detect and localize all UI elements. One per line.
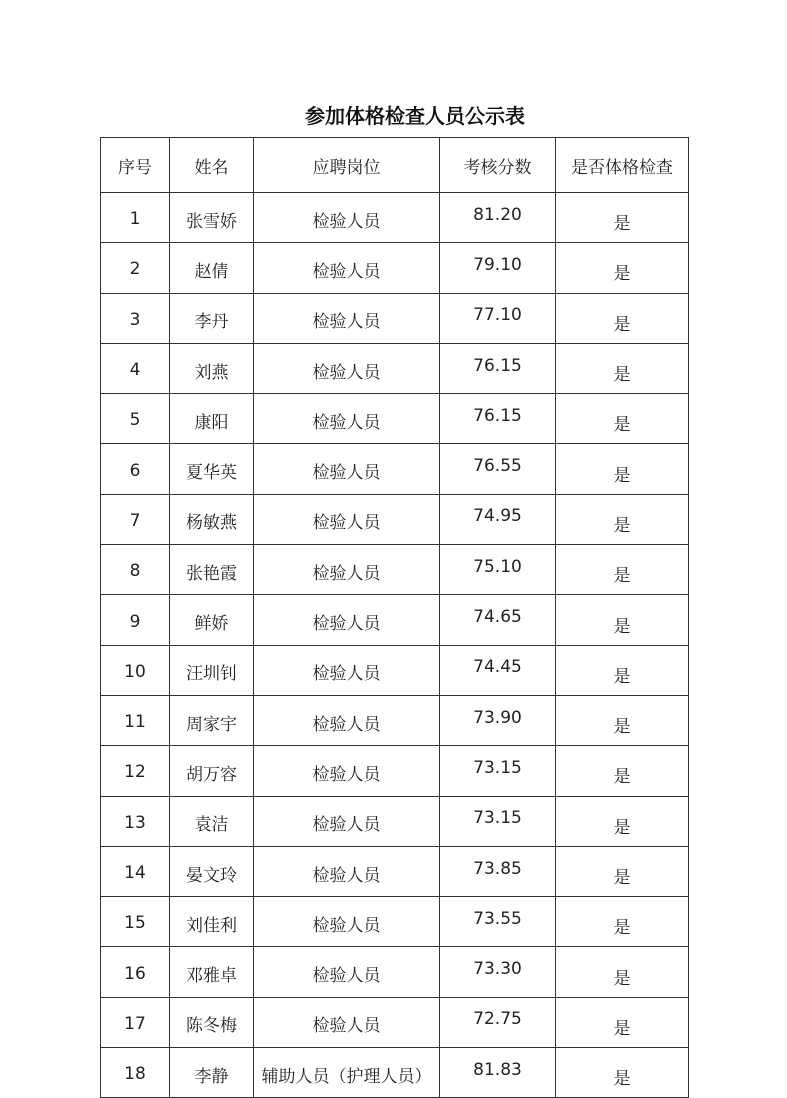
cell-index: 5: [101, 394, 170, 444]
table-row: [101, 947, 689, 997]
cell-position: 检验人员: [254, 796, 440, 846]
cell-name: 汪圳钊: [170, 645, 254, 695]
cell-exam: 是: [556, 394, 689, 444]
cell-score: 74.65: [440, 595, 556, 645]
cell-index: 13: [101, 796, 170, 846]
cell-name: 晏文玲: [170, 846, 254, 896]
cell-index: 4: [101, 343, 170, 393]
cell-exam: 是: [556, 595, 689, 645]
cell-name: 康阳: [170, 394, 254, 444]
cell-score: 75.10: [440, 545, 556, 595]
table-row: [101, 595, 689, 645]
cell-score: 73.85: [440, 846, 556, 896]
header-index: 序号: [101, 138, 170, 193]
table-row: [101, 444, 689, 494]
cell-index: 16: [101, 947, 170, 997]
cell-score: 76.15: [440, 343, 556, 393]
table-header-row: [101, 138, 689, 193]
header-name: 姓名: [170, 138, 254, 193]
table-row: [101, 545, 689, 595]
cell-name: 李丹: [170, 293, 254, 343]
cell-name: 杨敏燕: [170, 494, 254, 544]
cell-score: 77.10: [440, 293, 556, 343]
cell-index: 3: [101, 293, 170, 343]
cell-name: 袁洁: [170, 796, 254, 846]
cell-exam: 是: [556, 796, 689, 846]
cell-name: 胡万容: [170, 746, 254, 796]
cell-score: 74.45: [440, 645, 556, 695]
table-row: [101, 846, 689, 896]
cell-exam: 是: [556, 997, 689, 1047]
table-row: [101, 997, 689, 1047]
cell-name: 陈冬梅: [170, 997, 254, 1047]
table-row: [101, 343, 689, 393]
cell-exam: 是: [556, 243, 689, 293]
cell-score: 81.20: [440, 193, 556, 243]
table-row: [101, 645, 689, 695]
cell-score: 73.15: [440, 746, 556, 796]
cell-score: 76.15: [440, 394, 556, 444]
cell-position: 检验人员: [254, 243, 440, 293]
cell-index: 2: [101, 243, 170, 293]
cell-position: 检验人员: [254, 846, 440, 896]
cell-name: 邓雅卓: [170, 947, 254, 997]
cell-exam: 是: [556, 947, 689, 997]
cell-name: 刘佳利: [170, 897, 254, 947]
table-row: [101, 243, 689, 293]
cell-position: 检验人员: [254, 343, 440, 393]
cell-index: 18: [101, 1048, 170, 1098]
cell-exam: 是: [556, 293, 689, 343]
cell-index: 10: [101, 645, 170, 695]
cell-index: 17: [101, 997, 170, 1047]
cell-index: 15: [101, 897, 170, 947]
cell-exam: 是: [556, 746, 689, 796]
cell-position: 检验人员: [254, 193, 440, 243]
cell-exam: 是: [556, 343, 689, 393]
table-row: [101, 695, 689, 745]
cell-position: 检验人员: [254, 494, 440, 544]
table-row: [101, 394, 689, 444]
table-row: [101, 494, 689, 544]
cell-index: 11: [101, 695, 170, 745]
cell-exam: 是: [556, 193, 689, 243]
cell-name: 鲜娇: [170, 595, 254, 645]
cell-position: 检验人员: [254, 746, 440, 796]
cell-position: 检验人员: [254, 595, 440, 645]
cell-score: 73.30: [440, 947, 556, 997]
cell-exam: 是: [556, 897, 689, 947]
cell-position: 检验人员: [254, 897, 440, 947]
cell-exam: 是: [556, 545, 689, 595]
cell-position: 检验人员: [254, 645, 440, 695]
cell-index: 9: [101, 595, 170, 645]
cell-exam: 是: [556, 444, 689, 494]
header-position: 应聘岗位: [254, 138, 440, 193]
cell-index: 1: [101, 193, 170, 243]
cell-name: 刘燕: [170, 343, 254, 393]
cell-position: 检验人员: [254, 997, 440, 1047]
cell-name: 周家宇: [170, 695, 254, 745]
table-row: [101, 1048, 689, 1098]
cell-name: 夏华英: [170, 444, 254, 494]
cell-score: 74.95: [440, 494, 556, 544]
cell-score: 81.83: [440, 1048, 556, 1098]
cell-name: 赵倩: [170, 243, 254, 293]
table-row: [101, 293, 689, 343]
cell-name: 李静: [170, 1048, 254, 1098]
cell-name: 张艳霞: [170, 545, 254, 595]
table-row: [101, 746, 689, 796]
cell-index: 7: [101, 494, 170, 544]
cell-index: 14: [101, 846, 170, 896]
cell-position: 辅助人员（护理人员）: [254, 1048, 440, 1098]
cell-score: 73.15: [440, 796, 556, 846]
personnel-table: [100, 137, 689, 1098]
header-exam: 是否体格检查: [556, 138, 689, 193]
cell-score: 73.90: [440, 695, 556, 745]
cell-position: 检验人员: [254, 695, 440, 745]
cell-exam: 是: [556, 1048, 689, 1098]
cell-index: 12: [101, 746, 170, 796]
cell-exam: 是: [556, 645, 689, 695]
cell-exam: 是: [556, 494, 689, 544]
cell-score: 72.75: [440, 997, 556, 1047]
cell-position: 检验人员: [254, 394, 440, 444]
table-row: [101, 897, 689, 947]
cell-index: 6: [101, 444, 170, 494]
cell-position: 检验人员: [254, 444, 440, 494]
cell-position: 检验人员: [254, 545, 440, 595]
header-score: 考核分数: [440, 138, 556, 193]
cell-index: 8: [101, 545, 170, 595]
table-row: [101, 193, 689, 243]
cell-position: 检验人员: [254, 293, 440, 343]
cell-exam: 是: [556, 846, 689, 896]
cell-score: 76.55: [440, 444, 556, 494]
table-row: [101, 796, 689, 846]
cell-score: 73.55: [440, 897, 556, 947]
cell-name: 张雪娇: [170, 193, 254, 243]
cell-score: 79.10: [440, 243, 556, 293]
cell-position: 检验人员: [254, 947, 440, 997]
cell-exam: 是: [556, 695, 689, 745]
page-title: 参加体格检查人员公示表: [305, 104, 525, 128]
